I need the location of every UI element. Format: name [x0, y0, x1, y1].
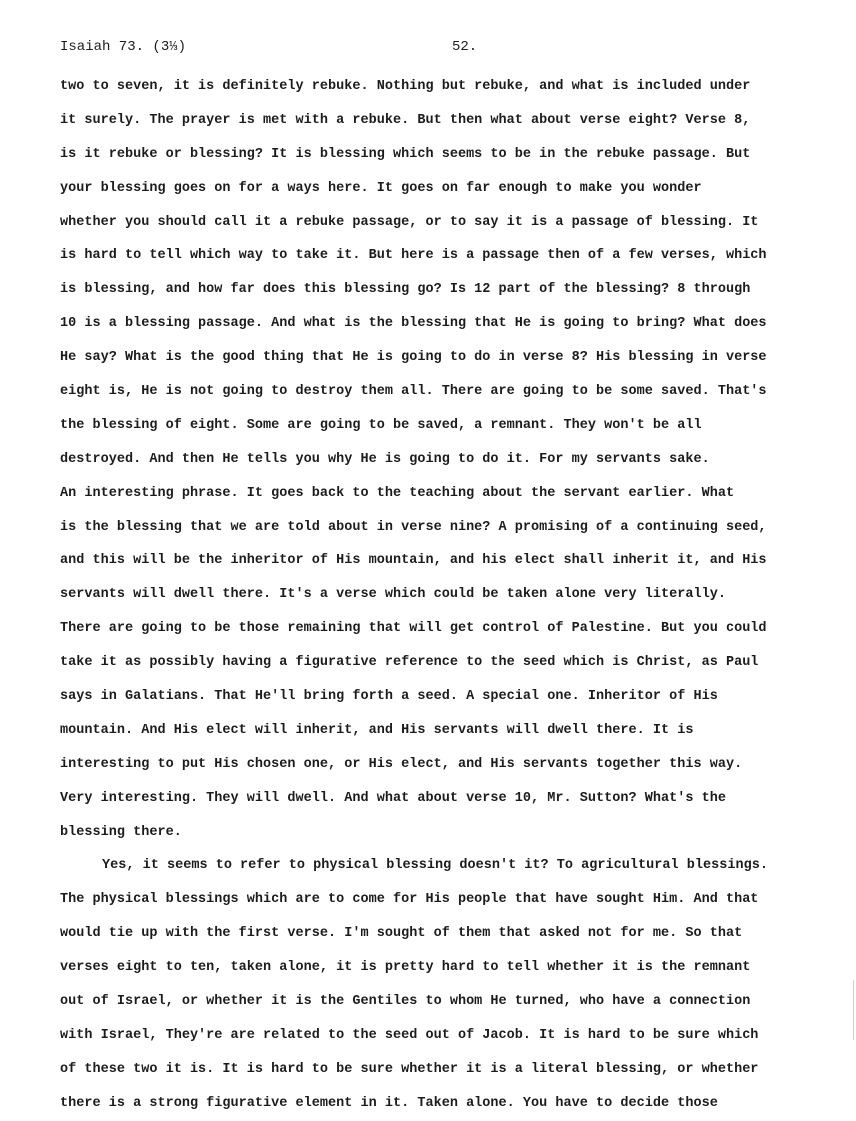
running-head: Isaiah 73. (3⅓)	[60, 39, 187, 55]
text-line: take it as possibly having a figurative reference to the seed which is Christ, as Paul	[60, 655, 759, 671]
text-line: two to seven, it is definitely rebuke. Nothing but rebuke, and what is included under	[60, 79, 751, 94]
body-text	[60, 70, 830, 1121]
text-line: there is a strong figurative element in it. Taken alone. You have to decide those	[60, 1095, 718, 1111]
margin-scan-mark	[853, 980, 854, 1040]
text-line: your blessing goes on for a ways here. It goes on far enough to make you wonder	[60, 180, 702, 196]
text-line: eight is, He is not going to destroy them all. There are going to be some saved. That's	[60, 384, 767, 400]
text-line: the blessing of eight. Some are going to be saved, a remnant. They won't be all	[60, 417, 702, 433]
text-line: mountain. And His elect will inherit, and His servants will dwell there. It is	[60, 722, 694, 738]
text-line: An interesting phrase. It goes back to the teaching about the servant earlier. What	[60, 485, 735, 501]
text-line: destroyed. And then He tells you why He is going to do it. For my servants sake.	[60, 451, 710, 467]
text-line: with Israel, They're are related to the seed out of Jacob. It is hard to be sure which	[60, 1027, 759, 1043]
text-line: and this will be the inheritor of His mountain, and his elect shall inherit it, and His	[60, 553, 767, 569]
text-line: verses eight to ten, taken alone, it is pretty hard to tell whether it is the remnant	[60, 960, 751, 976]
text-line: is hard to tell which way to take it. But here is a passage then of a few verses, which	[60, 248, 767, 264]
text-line: is it rebuke or blessing? It is blessing which seems to be in the rebuke passage. But	[60, 146, 751, 162]
text-line: There are going to be those remaining that will get control of Palestine. But you could	[60, 621, 767, 637]
page-number: 52.	[452, 39, 478, 55]
text-line: it surely. The prayer is met with a rebuke. But then what about verse eight? Verse 8,	[60, 112, 751, 128]
text-line: whether you should call it a rebuke passage, or to say it is a passage of blessing. It	[60, 214, 759, 230]
text-line: The physical blessings which are to come for His people that have sought Him. And that	[60, 892, 759, 908]
text-line: says in Galatians. That He'll bring forth a seed. A special one. Inheritor of His	[60, 689, 718, 705]
text-line: interesting to put His chosen one, or His elect, and His servants together this way.	[60, 756, 743, 772]
text-line: He say? What is the good thing that He is going to do in verse 8? His blessing in verse	[60, 350, 767, 366]
text-line: would tie up with the first verse. I'm sought of them that asked not for me. So that	[60, 926, 743, 942]
text-line: out of Israel, or whether it is the Gentiles to whom He turned, who have a connection	[60, 994, 751, 1010]
page-header	[60, 36, 820, 58]
text-line: 10 is a blessing passage. And what is the blessing that He is going to bring? What does	[60, 316, 767, 332]
text-line: blessing there.	[60, 824, 182, 840]
text-line: Very interesting. They will dwell. And what about verse 10, Mr. Sutton? What's the	[60, 790, 726, 806]
text-line: of these two it is. It is hard to be sure whether it is a literal blessing, or whether	[60, 1061, 759, 1077]
text-line: is blessing, and how far does this blessing go? Is 12 part of the blessing? 8 through	[60, 282, 751, 298]
text-line: servants will dwell there. It's a verse which could be taken alone very literally.	[60, 587, 726, 603]
paragraph-start-line: Yes, it seems to refer to physical blessing doesn't it? To agricultural blessings.	[102, 858, 768, 874]
text-line: is the blessing that we are told about in verse nine? A promising of a continuing seed,	[60, 519, 767, 535]
